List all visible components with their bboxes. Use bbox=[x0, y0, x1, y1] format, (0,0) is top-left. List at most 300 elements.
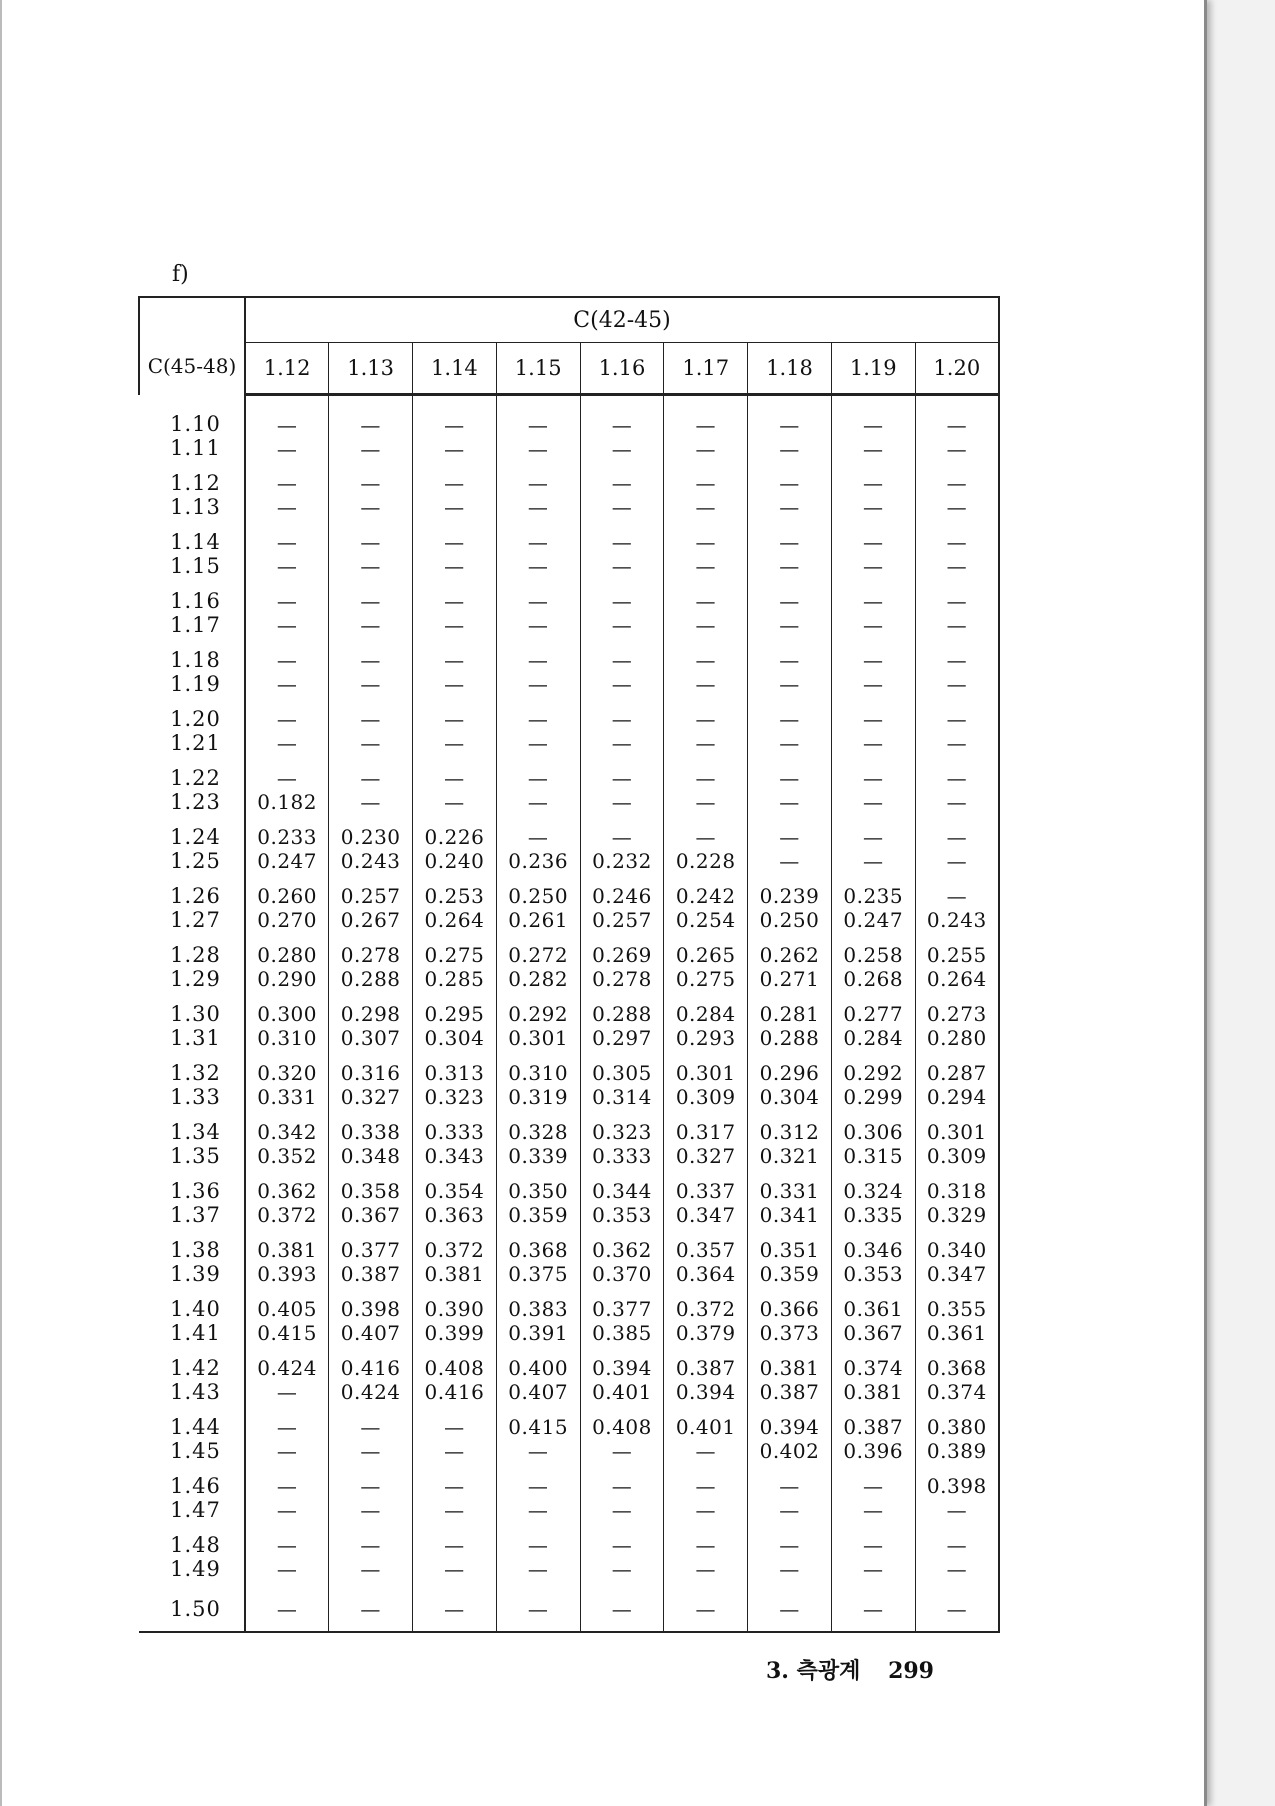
cell-value: — bbox=[444, 1498, 465, 1522]
table-row bbox=[139, 525, 999, 584]
cell-value: — bbox=[444, 1596, 465, 1621]
cell-value: 0.401 bbox=[592, 1380, 652, 1404]
row-label-value: 1.21 bbox=[170, 731, 221, 755]
table-cell bbox=[245, 1233, 329, 1292]
cell-value: — bbox=[946, 790, 968, 814]
cell-value: — bbox=[779, 1533, 800, 1557]
table-cell bbox=[496, 879, 580, 938]
cell-value: 0.233 bbox=[257, 825, 318, 849]
cell-value: 0.240 bbox=[424, 849, 485, 873]
table-row bbox=[139, 1292, 999, 1351]
row-label-value: 1.41 bbox=[170, 1321, 221, 1345]
table-cell bbox=[831, 1174, 915, 1233]
table-cell bbox=[580, 1292, 664, 1351]
table-cell bbox=[329, 1410, 413, 1469]
cell-value: 0.306 bbox=[843, 1120, 904, 1144]
cell-value: — bbox=[695, 436, 716, 461]
cell-value: — bbox=[946, 412, 968, 437]
table-row bbox=[139, 1115, 999, 1174]
cell-value: 0.367 bbox=[340, 1203, 401, 1227]
cell-value: 0.284 bbox=[843, 1026, 904, 1050]
cell-value: — bbox=[695, 1498, 716, 1522]
row-label-value: 1.29 bbox=[170, 967, 221, 991]
cell-value: — bbox=[862, 648, 884, 672]
cell-value: — bbox=[611, 1474, 633, 1498]
table-row bbox=[139, 997, 999, 1056]
cell-value: — bbox=[527, 648, 549, 672]
table-cell bbox=[915, 1469, 999, 1528]
table-cell bbox=[580, 938, 664, 997]
cell-value: 0.402 bbox=[759, 1439, 820, 1463]
cell-value: 0.310 bbox=[508, 1061, 569, 1085]
table-cell bbox=[831, 820, 915, 879]
cell-value: — bbox=[946, 471, 968, 495]
cell-value: 0.292 bbox=[843, 1061, 904, 1085]
cell-value: — bbox=[779, 1474, 800, 1498]
cell-value: 0.267 bbox=[340, 908, 401, 932]
cell-value: — bbox=[527, 825, 549, 849]
table-cell bbox=[329, 466, 413, 525]
cell-value: — bbox=[946, 707, 968, 731]
table-cell bbox=[748, 761, 832, 820]
table-cell bbox=[245, 643, 329, 702]
cell-value: — bbox=[779, 495, 800, 519]
cell-value: — bbox=[779, 1557, 800, 1581]
table-cell bbox=[413, 761, 497, 820]
cell-value: 0.278 bbox=[340, 943, 401, 967]
table-cell bbox=[245, 879, 329, 938]
cell-value: 0.298 bbox=[340, 1002, 401, 1026]
cell-value: — bbox=[779, 589, 800, 613]
row-label-value: 1.17 bbox=[170, 613, 221, 637]
table-cell bbox=[831, 997, 915, 1056]
cell-value: — bbox=[611, 1439, 633, 1463]
cell-value: — bbox=[276, 436, 298, 461]
row-label-value: 1.27 bbox=[170, 908, 221, 932]
column-header: 1.17 bbox=[664, 343, 748, 395]
cell-value: — bbox=[611, 1533, 633, 1557]
table-cell bbox=[915, 761, 999, 820]
row-label bbox=[139, 702, 245, 761]
table-cell bbox=[915, 1528, 999, 1587]
table-cell bbox=[748, 1469, 832, 1528]
cell-value: 0.396 bbox=[843, 1439, 904, 1463]
table-cell bbox=[664, 1292, 748, 1351]
row-label bbox=[139, 466, 245, 525]
table-cell bbox=[915, 820, 999, 879]
table-row bbox=[139, 761, 999, 820]
table-cell bbox=[915, 702, 999, 761]
row-label-value: 1.32 bbox=[170, 1061, 221, 1085]
cell-value: — bbox=[276, 1557, 298, 1581]
cell-value: 0.380 bbox=[926, 1415, 987, 1439]
table-cell bbox=[915, 643, 999, 702]
cell-value: — bbox=[862, 471, 884, 495]
cell-value: 0.282 bbox=[508, 967, 569, 991]
table-cell bbox=[413, 584, 497, 643]
cell-value: 0.407 bbox=[508, 1380, 569, 1404]
row-label bbox=[139, 395, 245, 466]
cell-value: — bbox=[444, 554, 465, 578]
table-cell bbox=[245, 938, 329, 997]
cell-value: 0.304 bbox=[759, 1085, 820, 1109]
row-label-value: 1.14 bbox=[170, 530, 221, 554]
table-cell bbox=[413, 997, 497, 1056]
cell-value: — bbox=[276, 707, 298, 731]
table-cell bbox=[831, 1233, 915, 1292]
cell-value: — bbox=[862, 1498, 884, 1522]
table-cell bbox=[664, 1469, 748, 1528]
table-row bbox=[139, 1174, 999, 1233]
table-cell bbox=[748, 1587, 832, 1632]
cell-value: — bbox=[862, 731, 884, 755]
cell-value: — bbox=[444, 648, 465, 672]
table-cell bbox=[413, 1528, 497, 1587]
cell-value: 0.374 bbox=[926, 1380, 987, 1404]
cell-value: — bbox=[611, 412, 633, 437]
cell-value: — bbox=[862, 530, 884, 554]
cell-value: — bbox=[527, 412, 549, 437]
table-row bbox=[139, 466, 999, 525]
table-cell bbox=[413, 1469, 497, 1528]
cell-value: 0.368 bbox=[508, 1238, 569, 1262]
table-cell bbox=[329, 1292, 413, 1351]
cell-value: — bbox=[444, 436, 465, 461]
table-row bbox=[139, 584, 999, 643]
cell-value: 0.370 bbox=[592, 1262, 652, 1286]
cell-value: — bbox=[444, 613, 465, 637]
cell-value: — bbox=[360, 1474, 381, 1498]
table-cell bbox=[831, 525, 915, 584]
table-cell bbox=[496, 525, 580, 584]
row-label-value: 1.40 bbox=[170, 1297, 221, 1321]
cell-value: — bbox=[611, 1557, 633, 1581]
cell-value: 0.387 bbox=[759, 1380, 820, 1404]
cell-value: 0.290 bbox=[257, 967, 318, 991]
row-label-value: 1.42 bbox=[170, 1356, 221, 1380]
cell-value: 0.367 bbox=[843, 1321, 904, 1345]
cell-value: 0.275 bbox=[675, 967, 736, 991]
table-cell bbox=[748, 702, 832, 761]
row-label-value: 1.33 bbox=[170, 1085, 221, 1109]
table-cell bbox=[748, 1292, 832, 1351]
row-label-value: 1.48 bbox=[170, 1533, 221, 1557]
table-cell bbox=[496, 1587, 580, 1632]
cell-value: 0.333 bbox=[592, 1144, 652, 1168]
row-label-value: 1.25 bbox=[170, 849, 221, 873]
table-cell bbox=[664, 525, 748, 584]
cell-value: — bbox=[779, 1596, 800, 1621]
cell-value: — bbox=[946, 1533, 968, 1557]
row-label-value: 1.45 bbox=[170, 1439, 221, 1463]
cell-value: — bbox=[360, 672, 381, 696]
table-cell bbox=[413, 466, 497, 525]
cell-value: — bbox=[862, 1533, 884, 1557]
row-label bbox=[139, 1410, 245, 1469]
table-row bbox=[139, 1233, 999, 1292]
cell-value: 0.351 bbox=[759, 1238, 820, 1262]
cell-value: — bbox=[695, 825, 716, 849]
table-cell bbox=[496, 761, 580, 820]
table-cell bbox=[664, 1587, 748, 1632]
row-label-value: 1.39 bbox=[170, 1262, 221, 1286]
table-cell bbox=[413, 1292, 497, 1351]
row-label-value: 1.34 bbox=[170, 1120, 221, 1144]
cell-value: — bbox=[276, 1498, 298, 1522]
cell-value: 0.359 bbox=[508, 1203, 569, 1227]
cell-value: 0.352 bbox=[257, 1144, 318, 1168]
cell-value: — bbox=[276, 613, 298, 637]
column-header: 1.19 bbox=[831, 343, 915, 395]
cell-value: — bbox=[611, 648, 633, 672]
table-cell bbox=[748, 395, 832, 466]
cell-value: — bbox=[360, 1557, 381, 1581]
cell-value: 0.385 bbox=[592, 1321, 652, 1345]
row-label bbox=[139, 1528, 245, 1587]
cell-value: — bbox=[779, 825, 800, 849]
table-cell bbox=[748, 1233, 832, 1292]
cell-value: 0.272 bbox=[508, 943, 569, 967]
cell-value: 0.331 bbox=[759, 1179, 820, 1203]
table-cell bbox=[748, 584, 832, 643]
table-row bbox=[139, 1056, 999, 1115]
table-cell bbox=[245, 1351, 329, 1410]
cell-value: 0.354 bbox=[424, 1179, 485, 1203]
cell-value: 0.372 bbox=[424, 1238, 485, 1262]
cell-value: 0.288 bbox=[340, 967, 401, 991]
cell-value: — bbox=[444, 1557, 465, 1581]
row-label bbox=[139, 879, 245, 938]
cell-value: 0.309 bbox=[675, 1085, 736, 1109]
cell-value: — bbox=[946, 1557, 968, 1581]
cell-value: 0.309 bbox=[926, 1144, 987, 1168]
table-cell bbox=[915, 1292, 999, 1351]
cell-value: — bbox=[527, 589, 549, 613]
table-cell bbox=[245, 1469, 329, 1528]
cell-value: — bbox=[946, 672, 968, 696]
cell-value: — bbox=[360, 790, 381, 814]
table-cell bbox=[496, 702, 580, 761]
table-cell bbox=[245, 997, 329, 1056]
cell-value: — bbox=[360, 613, 381, 637]
cell-value: 0.273 bbox=[926, 1002, 987, 1026]
cell-value: — bbox=[695, 554, 716, 578]
table-cell bbox=[915, 1587, 999, 1632]
cell-value: 0.305 bbox=[592, 1061, 652, 1085]
table-cell bbox=[245, 761, 329, 820]
column-header: 1.16 bbox=[580, 343, 664, 395]
table-cell bbox=[329, 1587, 413, 1632]
row-label bbox=[139, 997, 245, 1056]
row-label-value: 1.15 bbox=[170, 554, 221, 578]
table-cell bbox=[496, 1528, 580, 1587]
row-label bbox=[139, 1469, 245, 1528]
table-cell bbox=[413, 879, 497, 938]
table-cell bbox=[496, 395, 580, 466]
cell-value: 0.415 bbox=[257, 1321, 318, 1345]
table-cell bbox=[413, 1233, 497, 1292]
cell-value: — bbox=[695, 1557, 716, 1581]
cell-value: 0.261 bbox=[508, 908, 569, 932]
cell-value: 0.373 bbox=[759, 1321, 820, 1345]
cell-value: 0.301 bbox=[508, 1026, 569, 1050]
cell-value: 0.408 bbox=[424, 1356, 485, 1380]
table-cell bbox=[664, 761, 748, 820]
table-row bbox=[139, 938, 999, 997]
row-label bbox=[139, 1233, 245, 1292]
cell-value: 0.340 bbox=[926, 1238, 987, 1262]
table-cell bbox=[496, 938, 580, 997]
cell-value: 0.236 bbox=[508, 849, 569, 873]
table-cell bbox=[748, 643, 832, 702]
cell-value: 0.277 bbox=[843, 1002, 904, 1026]
cell-value: — bbox=[779, 530, 800, 554]
row-label-value: 1.12 bbox=[170, 471, 221, 495]
table-cell bbox=[245, 1587, 329, 1632]
table-cell bbox=[915, 1233, 999, 1292]
table-cell bbox=[831, 702, 915, 761]
cell-value: — bbox=[444, 530, 465, 554]
cell-value: 0.288 bbox=[759, 1026, 820, 1050]
table-row bbox=[139, 1410, 999, 1469]
cell-value: — bbox=[611, 589, 633, 613]
row-label bbox=[139, 584, 245, 643]
cell-value: 0.337 bbox=[675, 1179, 736, 1203]
cell-value: — bbox=[527, 436, 549, 461]
table-row bbox=[139, 643, 999, 702]
cell-value: — bbox=[444, 731, 465, 755]
cell-value: 0.307 bbox=[340, 1026, 401, 1050]
cell-value: — bbox=[695, 495, 716, 519]
page-footer bbox=[746, 1654, 934, 1685]
cell-value: — bbox=[862, 589, 884, 613]
cell-value: 0.319 bbox=[508, 1085, 569, 1109]
cell-value: 0.321 bbox=[759, 1144, 820, 1168]
cell-value: 0.316 bbox=[340, 1061, 401, 1085]
cell-value: 0.394 bbox=[675, 1380, 736, 1404]
cell-value: — bbox=[946, 495, 968, 519]
cell-value: 0.362 bbox=[257, 1179, 318, 1203]
cell-value: — bbox=[695, 589, 716, 613]
cell-value: 0.424 bbox=[257, 1356, 318, 1380]
table-cell bbox=[580, 1469, 664, 1528]
row-label-value: 1.18 bbox=[170, 648, 221, 672]
cell-value: — bbox=[611, 471, 633, 495]
cell-value: — bbox=[779, 766, 800, 790]
table-cell bbox=[496, 820, 580, 879]
cell-value: 0.344 bbox=[592, 1179, 652, 1203]
row-label-value: 1.46 bbox=[170, 1474, 221, 1498]
cell-value: 0.394 bbox=[759, 1415, 820, 1439]
cell-value: — bbox=[360, 1596, 381, 1621]
cell-value: 0.390 bbox=[424, 1297, 485, 1321]
cell-value: 0.416 bbox=[424, 1380, 485, 1404]
table-cell bbox=[580, 525, 664, 584]
cell-value: 0.399 bbox=[424, 1321, 485, 1345]
cell-value: 0.262 bbox=[759, 943, 820, 967]
cell-value: 0.328 bbox=[508, 1120, 569, 1144]
row-label-value: 1.28 bbox=[170, 943, 221, 967]
table-cell bbox=[329, 702, 413, 761]
table-cell bbox=[664, 643, 748, 702]
cell-value: 0.347 bbox=[675, 1203, 736, 1227]
cell-value: — bbox=[862, 766, 884, 790]
cell-value: 0.301 bbox=[926, 1120, 987, 1144]
cell-value: 0.398 bbox=[340, 1297, 401, 1321]
table-cell bbox=[413, 525, 497, 584]
cell-value: 0.393 bbox=[257, 1262, 318, 1286]
table-row bbox=[139, 1469, 999, 1528]
cell-value: — bbox=[611, 672, 633, 696]
cell-value: 0.250 bbox=[759, 908, 820, 932]
row-label-value: 1.13 bbox=[170, 495, 221, 519]
table-cell bbox=[496, 584, 580, 643]
row-label-value: 1.16 bbox=[170, 589, 221, 613]
cell-value: 0.304 bbox=[424, 1026, 485, 1050]
cell-value: 0.407 bbox=[340, 1321, 401, 1345]
table-row bbox=[139, 1587, 999, 1632]
cell-value: — bbox=[695, 1439, 716, 1463]
table-cell bbox=[580, 395, 664, 466]
cell-value: 0.246 bbox=[592, 884, 652, 908]
cell-value: 0.320 bbox=[257, 1061, 318, 1085]
table-cell bbox=[748, 879, 832, 938]
cell-value: 0.314 bbox=[592, 1085, 652, 1109]
cell-value: — bbox=[946, 613, 968, 637]
row-label-value: 1.30 bbox=[170, 1002, 221, 1026]
table-cell bbox=[748, 1174, 832, 1233]
cell-value: 0.353 bbox=[843, 1262, 904, 1286]
row-label-value: 1.36 bbox=[170, 1179, 221, 1203]
cell-value: 0.296 bbox=[759, 1061, 820, 1085]
cell-value: — bbox=[695, 731, 716, 755]
cell-value: 0.383 bbox=[508, 1297, 569, 1321]
page-number: 299 bbox=[888, 1658, 934, 1684]
cell-value: — bbox=[611, 1498, 633, 1522]
table-cell bbox=[496, 1469, 580, 1528]
cell-value: 0.343 bbox=[424, 1144, 485, 1168]
cell-value: — bbox=[946, 849, 968, 873]
cell-value: — bbox=[695, 766, 716, 790]
cell-value: 0.391 bbox=[508, 1321, 569, 1345]
table-cell bbox=[748, 1410, 832, 1469]
column-header-row bbox=[139, 343, 999, 395]
cell-value: — bbox=[360, 731, 381, 755]
table-cell bbox=[664, 1233, 748, 1292]
table-cell bbox=[329, 643, 413, 702]
cell-value: 0.323 bbox=[592, 1120, 652, 1144]
table-cell bbox=[329, 1174, 413, 1233]
cell-value: — bbox=[611, 1596, 633, 1621]
cell-value: — bbox=[276, 530, 298, 554]
table-cell bbox=[831, 1528, 915, 1587]
cell-value: — bbox=[276, 412, 298, 437]
cell-value: 0.280 bbox=[257, 943, 318, 967]
table-cell bbox=[413, 938, 497, 997]
row-label bbox=[139, 1115, 245, 1174]
table-cell bbox=[748, 1351, 832, 1410]
cell-value: 0.228 bbox=[675, 849, 736, 873]
table-cell bbox=[831, 761, 915, 820]
cell-value: — bbox=[946, 766, 968, 790]
cell-value: — bbox=[695, 648, 716, 672]
cell-value: — bbox=[360, 471, 381, 495]
table-cell bbox=[748, 997, 832, 1056]
row-label-value: 1.47 bbox=[170, 1498, 221, 1522]
table-cell bbox=[496, 1056, 580, 1115]
cell-value: 0.379 bbox=[675, 1321, 736, 1345]
table-cell bbox=[580, 1528, 664, 1587]
